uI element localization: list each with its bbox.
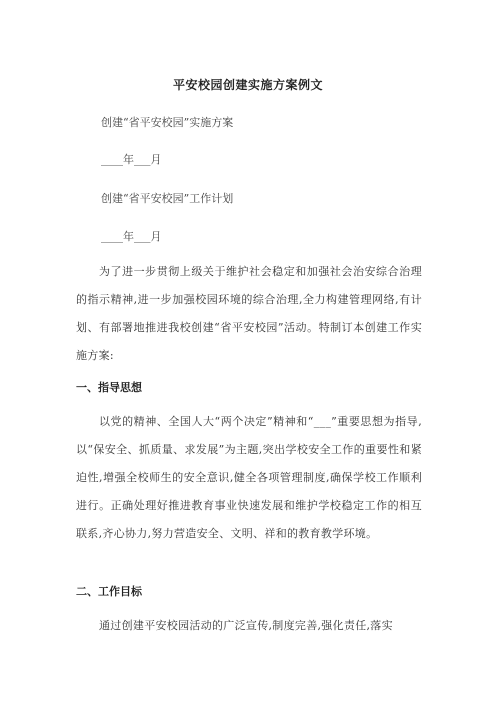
section-1-heading: 一、指导思想: [76, 381, 142, 394]
section-2-heading: 二、工作目标: [76, 585, 142, 598]
plan-date: ____年___月: [101, 153, 162, 166]
intro-paragraph: 为了进一步贯彻上级关于维护社会稳定和加强社会治安综合治理的指示精神,进一步加强校园环境的综合治理,全力构建管理网络,有计划、有部署地推进我校创建“省平安校园”活动。特制订本创建工作实施方案:: [76, 265, 422, 362]
work-plan-subtitle: 创建“省平安校园”工作计划: [101, 192, 234, 205]
section-2-body: 通过创建平安校园活动的广泛宣传,制度完善,强化责任,落实: [99, 619, 393, 632]
section-1-body: 以党的精神、全国人大“两个决定”精神和“___”重要思想为指导,以“保安全、抓质量、求发展”为主题,突出学校安全工作的重要性和紧迫性,增强全校师生的安全意识,健全各项管理制度,确保学校工作顺利进行。正确处理好推进教育事业快速发展和维护学校稳定工作的相互联系,齐心协力,努力营造安全、文明、祥和的教育教学环境。: [76, 415, 422, 540]
plan-subtitle: 创建“省平安校园”实施方案: [101, 116, 234, 129]
work-plan-date: ____年___月: [101, 230, 162, 243]
document-title: 平安校园创建实施方案例文: [172, 78, 323, 92]
